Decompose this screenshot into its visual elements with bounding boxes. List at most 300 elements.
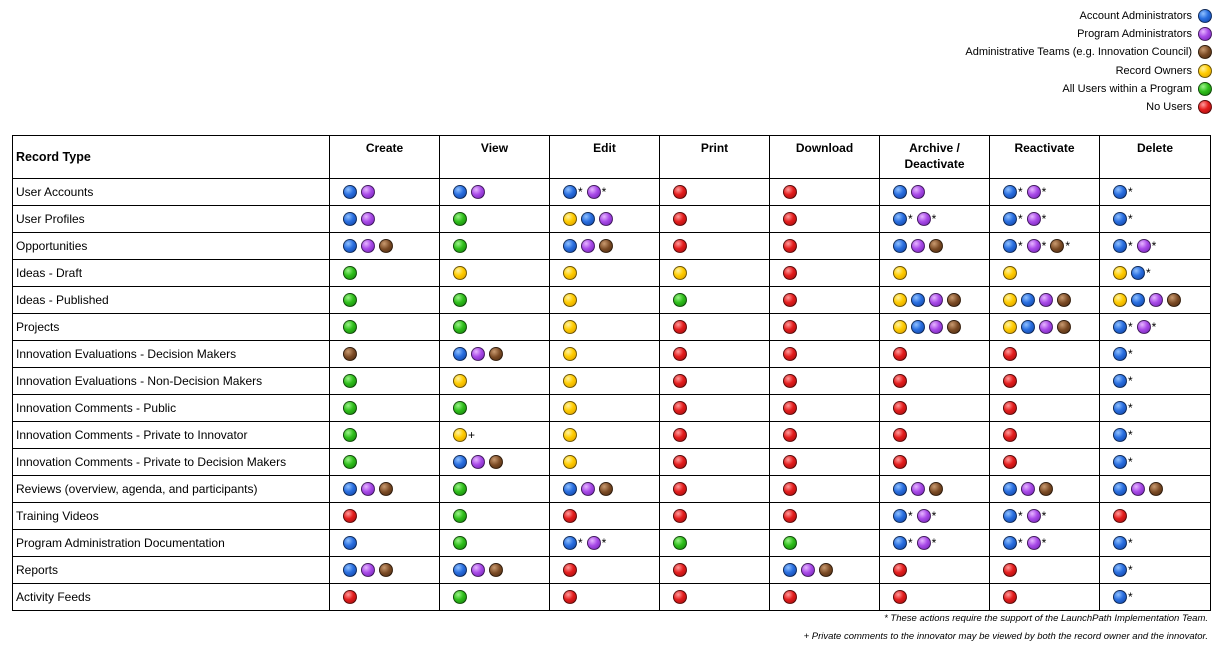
permission-cell — [770, 233, 880, 260]
permission-cell — [990, 179, 1100, 206]
blue-dot-icon — [1113, 212, 1127, 226]
red-dot-icon — [673, 374, 687, 388]
red-dot-icon — [673, 482, 687, 496]
purple-dot-icon — [1131, 482, 1145, 496]
record-type-label: Program Administration Documentation — [13, 530, 330, 557]
purple-dot-icon — [911, 239, 925, 253]
green-dot-icon — [453, 401, 467, 415]
table-row — [13, 503, 1211, 530]
table-header-row — [13, 136, 1211, 179]
permission-cell — [880, 449, 990, 476]
asterisk-mark: * — [1128, 563, 1133, 577]
green-dot-icon — [453, 212, 467, 226]
permission-cell — [440, 557, 550, 584]
purple-dot-icon — [801, 563, 815, 577]
yellow-dot-icon — [563, 266, 577, 280]
permission-cell — [330, 368, 440, 395]
record-type-label: Reviews (overview, agenda, and participants) — [13, 476, 330, 503]
permission-cell — [990, 287, 1100, 314]
permission-cell — [550, 476, 660, 503]
purple-dot-icon — [929, 320, 943, 334]
red-dot-icon — [893, 374, 907, 388]
table-row — [13, 557, 1211, 584]
red-dot-icon — [673, 401, 687, 415]
permission-cell — [440, 395, 550, 422]
permission-cell — [990, 260, 1100, 287]
permission-cell — [330, 476, 440, 503]
brown-dot-icon — [379, 239, 393, 253]
red-dot-icon — [783, 455, 797, 469]
red-dot-icon — [673, 185, 687, 199]
legend — [965, 7, 1212, 116]
permission-cell — [1100, 314, 1211, 341]
green-dot-icon — [673, 293, 687, 307]
permission-cell — [660, 368, 770, 395]
blue-dot-icon — [893, 185, 907, 199]
permission-cell — [880, 557, 990, 584]
permission-cell — [990, 503, 1100, 530]
purple-dot-icon — [1039, 293, 1053, 307]
brown-dot-icon — [489, 455, 503, 469]
yellow-dot-icon — [563, 428, 577, 442]
blue-dot-icon — [1113, 401, 1127, 415]
purple-dot-icon — [1027, 185, 1041, 199]
green-dot-icon — [453, 509, 467, 523]
table-row — [13, 530, 1211, 557]
brown-dot-icon — [1057, 293, 1071, 307]
permission-cell — [880, 179, 990, 206]
permission-cell — [880, 503, 990, 530]
purple-dot-icon — [1137, 239, 1151, 253]
purple-dot-icon — [471, 563, 485, 577]
purple-dot-icon — [1027, 509, 1041, 523]
red-dot-icon — [563, 563, 577, 577]
green-dot-icon — [783, 536, 797, 550]
brown-dot-icon — [489, 563, 503, 577]
permission-cell — [330, 341, 440, 368]
permission-cell — [330, 503, 440, 530]
blue-dot-icon — [1003, 185, 1017, 199]
permission-cell — [330, 530, 440, 557]
purple-dot-icon — [599, 212, 613, 226]
asterisk-mark: * — [1128, 401, 1133, 415]
asterisk-mark: * — [1128, 212, 1133, 226]
record-type-label: User Accounts — [13, 179, 330, 206]
green-dot-icon — [453, 482, 467, 496]
permission-cell — [990, 449, 1100, 476]
asterisk-mark: * — [601, 185, 607, 199]
red-dot-icon — [563, 590, 577, 604]
green-dot-icon — [343, 293, 357, 307]
column-header: Delete — [1100, 136, 1211, 179]
red-dot-icon — [673, 320, 687, 334]
asterisk-mark: * — [1128, 185, 1133, 199]
brown-dot-icon — [1167, 293, 1181, 307]
blue-dot-icon — [893, 509, 907, 523]
red-dot-icon — [783, 482, 797, 496]
permission-cell — [550, 314, 660, 341]
purple-dot-icon — [471, 185, 485, 199]
permission-cell — [550, 395, 660, 422]
permission-cell — [550, 287, 660, 314]
permission-cell — [770, 341, 880, 368]
table-row — [13, 584, 1211, 611]
permission-cell — [660, 233, 770, 260]
permission-cell — [660, 530, 770, 557]
green-dot-icon — [343, 455, 357, 469]
blue-dot-icon — [783, 563, 797, 577]
yellow-dot-icon — [563, 212, 577, 226]
permission-cell — [330, 449, 440, 476]
red-dot-icon — [1003, 401, 1017, 415]
brown-dot-icon — [819, 563, 833, 577]
red-dot-icon — [783, 374, 797, 388]
permission-cell — [1100, 341, 1211, 368]
permission-cell — [440, 476, 550, 503]
yellow-dot-icon — [1003, 293, 1017, 307]
purple-dot-icon — [911, 185, 925, 199]
permission-cell — [880, 206, 990, 233]
permission-cell — [550, 422, 660, 449]
red-dot-icon — [673, 239, 687, 253]
record-type-label: Ideas - Draft — [13, 260, 330, 287]
brown-dot-icon — [379, 482, 393, 496]
permission-cell — [770, 503, 880, 530]
permission-cell — [770, 530, 880, 557]
permission-cell — [990, 422, 1100, 449]
purple-dot-icon — [1137, 320, 1151, 334]
red-dot-icon — [673, 347, 687, 361]
permission-cell — [1100, 233, 1211, 260]
permission-cell — [770, 557, 880, 584]
permission-cell — [660, 476, 770, 503]
brown-dot-icon — [1149, 482, 1163, 496]
permission-cell — [440, 530, 550, 557]
permission-cell — [550, 341, 660, 368]
asterisk-mark: * — [601, 536, 607, 550]
purple-dot-icon — [471, 455, 485, 469]
legend-item — [965, 43, 1212, 61]
asterisk-mark: * — [578, 185, 583, 199]
permission-cell — [330, 314, 440, 341]
permission-cell — [990, 395, 1100, 422]
green-dot-icon — [343, 401, 357, 415]
brown-dot-icon — [1198, 45, 1212, 59]
permission-cell — [330, 422, 440, 449]
blue-dot-icon — [563, 482, 577, 496]
permission-cell — [550, 530, 660, 557]
permission-cell — [990, 233, 1100, 260]
red-dot-icon — [893, 563, 907, 577]
asterisk-mark: * — [931, 536, 937, 550]
asterisk-mark: * — [1128, 374, 1133, 388]
asterisk-mark: * — [1128, 590, 1133, 604]
brown-dot-icon — [1050, 239, 1064, 253]
purple-dot-icon — [587, 185, 601, 199]
yellow-dot-icon — [563, 401, 577, 415]
permission-cell — [660, 341, 770, 368]
legend-item — [965, 7, 1212, 25]
permission-cell — [330, 557, 440, 584]
permission-cell — [1100, 476, 1211, 503]
permission-cell — [440, 449, 550, 476]
blue-dot-icon — [581, 212, 595, 226]
blue-dot-icon — [1113, 590, 1127, 604]
blue-dot-icon — [893, 482, 907, 496]
purple-dot-icon — [361, 185, 375, 199]
red-dot-icon — [1198, 100, 1212, 114]
red-dot-icon — [783, 293, 797, 307]
permission-cell — [660, 206, 770, 233]
legend-label: No Users — [1146, 101, 1192, 114]
blue-dot-icon — [1003, 536, 1017, 550]
blue-dot-icon — [1113, 428, 1127, 442]
column-header: Print — [660, 136, 770, 179]
permission-cell — [1100, 530, 1211, 557]
footnote-implementation-team: * These actions require the support of the LaunchPath Implementation Team. — [884, 613, 1208, 624]
record-type-label: Innovation Evaluations - Decision Makers — [13, 341, 330, 368]
purple-dot-icon — [587, 536, 601, 550]
blue-dot-icon — [1131, 293, 1145, 307]
yellow-dot-icon — [673, 266, 687, 280]
table-row — [13, 449, 1211, 476]
permission-cell — [770, 449, 880, 476]
record-type-label: Innovation Comments - Public — [13, 395, 330, 422]
red-dot-icon — [783, 509, 797, 523]
permission-cell — [990, 476, 1100, 503]
red-dot-icon — [783, 185, 797, 199]
legend-item — [965, 62, 1212, 80]
red-dot-icon — [893, 401, 907, 415]
permission-cell — [550, 179, 660, 206]
asterisk-mark: * — [1041, 536, 1047, 550]
blue-dot-icon — [1003, 212, 1017, 226]
permission-cell — [990, 368, 1100, 395]
brown-dot-icon — [929, 482, 943, 496]
purple-dot-icon — [581, 482, 595, 496]
blue-dot-icon — [343, 239, 357, 253]
legend-label: Administrative Teams (e.g. Innovation Council) — [965, 46, 1192, 59]
purple-dot-icon — [1027, 212, 1041, 226]
permission-cell — [440, 368, 550, 395]
brown-dot-icon — [947, 320, 961, 334]
permission-cell — [440, 503, 550, 530]
permission-cell — [1100, 449, 1211, 476]
blue-dot-icon — [453, 455, 467, 469]
blue-dot-icon — [1003, 482, 1017, 496]
plus-mark: + — [468, 428, 476, 442]
red-dot-icon — [783, 212, 797, 226]
record-type-label: Innovation Comments - Private to Innovator — [13, 422, 330, 449]
blue-dot-icon — [1131, 266, 1145, 280]
blue-dot-icon — [343, 212, 357, 226]
legend-item — [965, 80, 1212, 98]
legend-item — [965, 25, 1212, 43]
permission-cell — [880, 368, 990, 395]
asterisk-mark: * — [1128, 455, 1133, 469]
red-dot-icon — [893, 590, 907, 604]
asterisk-mark: * — [1128, 428, 1133, 442]
red-dot-icon — [673, 590, 687, 604]
record-type-label: Activity Feeds — [13, 584, 330, 611]
asterisk-mark: * — [1018, 239, 1023, 253]
permission-cell — [990, 557, 1100, 584]
asterisk-mark: * — [908, 536, 913, 550]
brown-dot-icon — [929, 239, 943, 253]
green-dot-icon — [343, 374, 357, 388]
yellow-dot-icon — [1003, 320, 1017, 334]
purple-dot-icon — [917, 509, 931, 523]
yellow-dot-icon — [563, 455, 577, 469]
blue-dot-icon — [453, 185, 467, 199]
blue-dot-icon — [453, 347, 467, 361]
record-type-label: User Profiles — [13, 206, 330, 233]
asterisk-mark: * — [1018, 536, 1023, 550]
table-row — [13, 395, 1211, 422]
permission-cell — [1100, 206, 1211, 233]
red-dot-icon — [673, 455, 687, 469]
asterisk-mark: * — [1128, 239, 1133, 253]
purple-dot-icon — [361, 212, 375, 226]
permission-cell — [880, 476, 990, 503]
permission-cell — [1100, 287, 1211, 314]
purple-dot-icon — [1027, 239, 1041, 253]
blue-dot-icon — [343, 482, 357, 496]
permission-cell — [440, 287, 550, 314]
permission-cell — [880, 287, 990, 314]
green-dot-icon — [453, 239, 467, 253]
asterisk-mark: * — [931, 509, 937, 523]
red-dot-icon — [1113, 509, 1127, 523]
purple-dot-icon — [1021, 482, 1035, 496]
purple-dot-icon — [917, 212, 931, 226]
asterisk-mark: * — [931, 212, 937, 226]
asterisk-mark: * — [1151, 320, 1157, 334]
green-dot-icon — [343, 320, 357, 334]
yellow-dot-icon — [453, 266, 467, 280]
yellow-dot-icon — [453, 374, 467, 388]
table-body — [13, 179, 1211, 611]
purple-dot-icon — [361, 482, 375, 496]
asterisk-mark: * — [1018, 185, 1023, 199]
blue-dot-icon — [1113, 563, 1127, 577]
permission-cell — [550, 449, 660, 476]
permission-cell — [330, 206, 440, 233]
permission-cell — [440, 584, 550, 611]
permission-cell — [880, 530, 990, 557]
yellow-dot-icon — [1003, 266, 1017, 280]
purple-dot-icon — [911, 482, 925, 496]
asterisk-mark: * — [1128, 536, 1133, 550]
permission-cell — [550, 557, 660, 584]
legend-item — [965, 98, 1212, 116]
permission-cell — [1100, 422, 1211, 449]
column-header: Reactivate — [990, 136, 1100, 179]
asterisk-mark: * — [578, 536, 583, 550]
permission-cell — [880, 341, 990, 368]
table-row — [13, 476, 1211, 503]
permission-cell — [880, 422, 990, 449]
asterisk-mark: * — [1151, 239, 1157, 253]
permission-cell — [880, 260, 990, 287]
table-row — [13, 368, 1211, 395]
red-dot-icon — [673, 563, 687, 577]
purple-dot-icon — [1149, 293, 1163, 307]
column-header: View — [440, 136, 550, 179]
table-row — [13, 179, 1211, 206]
blue-dot-icon — [1113, 239, 1127, 253]
blue-dot-icon — [563, 239, 577, 253]
blue-dot-icon — [1113, 482, 1127, 496]
permission-cell — [330, 260, 440, 287]
legend-label: All Users within a Program — [1062, 82, 1192, 95]
yellow-dot-icon — [1113, 266, 1127, 280]
permission-cell — [550, 206, 660, 233]
permission-cell — [1100, 584, 1211, 611]
green-dot-icon — [343, 266, 357, 280]
purple-dot-icon — [929, 293, 943, 307]
permission-cell — [1100, 557, 1211, 584]
blue-dot-icon — [563, 185, 577, 199]
green-dot-icon — [453, 536, 467, 550]
footnote-private-comments: + Private comments to the innovator may be viewed by both the record owner and the innovator. — [803, 631, 1208, 642]
permission-cell — [440, 341, 550, 368]
permissions-table — [12, 135, 1211, 611]
permission-cell — [990, 530, 1100, 557]
permission-cell — [1100, 503, 1211, 530]
blue-dot-icon — [893, 239, 907, 253]
yellow-dot-icon — [563, 374, 577, 388]
blue-dot-icon — [1003, 239, 1017, 253]
record-type-label: Innovation Comments - Private to Decision Makers — [13, 449, 330, 476]
purple-dot-icon — [361, 563, 375, 577]
permission-cell — [660, 449, 770, 476]
red-dot-icon — [783, 590, 797, 604]
red-dot-icon — [1003, 347, 1017, 361]
permission-cell — [660, 260, 770, 287]
permission-cell — [550, 233, 660, 260]
asterisk-mark: * — [1041, 509, 1047, 523]
table-row — [13, 287, 1211, 314]
red-dot-icon — [783, 401, 797, 415]
red-dot-icon — [673, 509, 687, 523]
permission-cell — [660, 395, 770, 422]
red-dot-icon — [783, 347, 797, 361]
red-dot-icon — [893, 428, 907, 442]
permission-cell — [440, 179, 550, 206]
brown-dot-icon — [343, 347, 357, 361]
permission-cell — [330, 584, 440, 611]
yellow-dot-icon — [1113, 293, 1127, 307]
purple-dot-icon — [1039, 320, 1053, 334]
permission-cell — [1100, 395, 1211, 422]
permission-cell — [880, 314, 990, 341]
blue-dot-icon — [1021, 320, 1035, 334]
permission-cell — [770, 395, 880, 422]
blue-dot-icon — [343, 563, 357, 577]
blue-dot-icon — [343, 185, 357, 199]
asterisk-mark: * — [908, 509, 913, 523]
red-dot-icon — [1003, 455, 1017, 469]
column-header: Create — [330, 136, 440, 179]
blue-dot-icon — [453, 563, 467, 577]
blue-dot-icon — [1113, 374, 1127, 388]
red-dot-icon — [1003, 563, 1017, 577]
permission-cell — [770, 476, 880, 503]
permission-cell — [660, 422, 770, 449]
red-dot-icon — [783, 266, 797, 280]
red-dot-icon — [563, 509, 577, 523]
